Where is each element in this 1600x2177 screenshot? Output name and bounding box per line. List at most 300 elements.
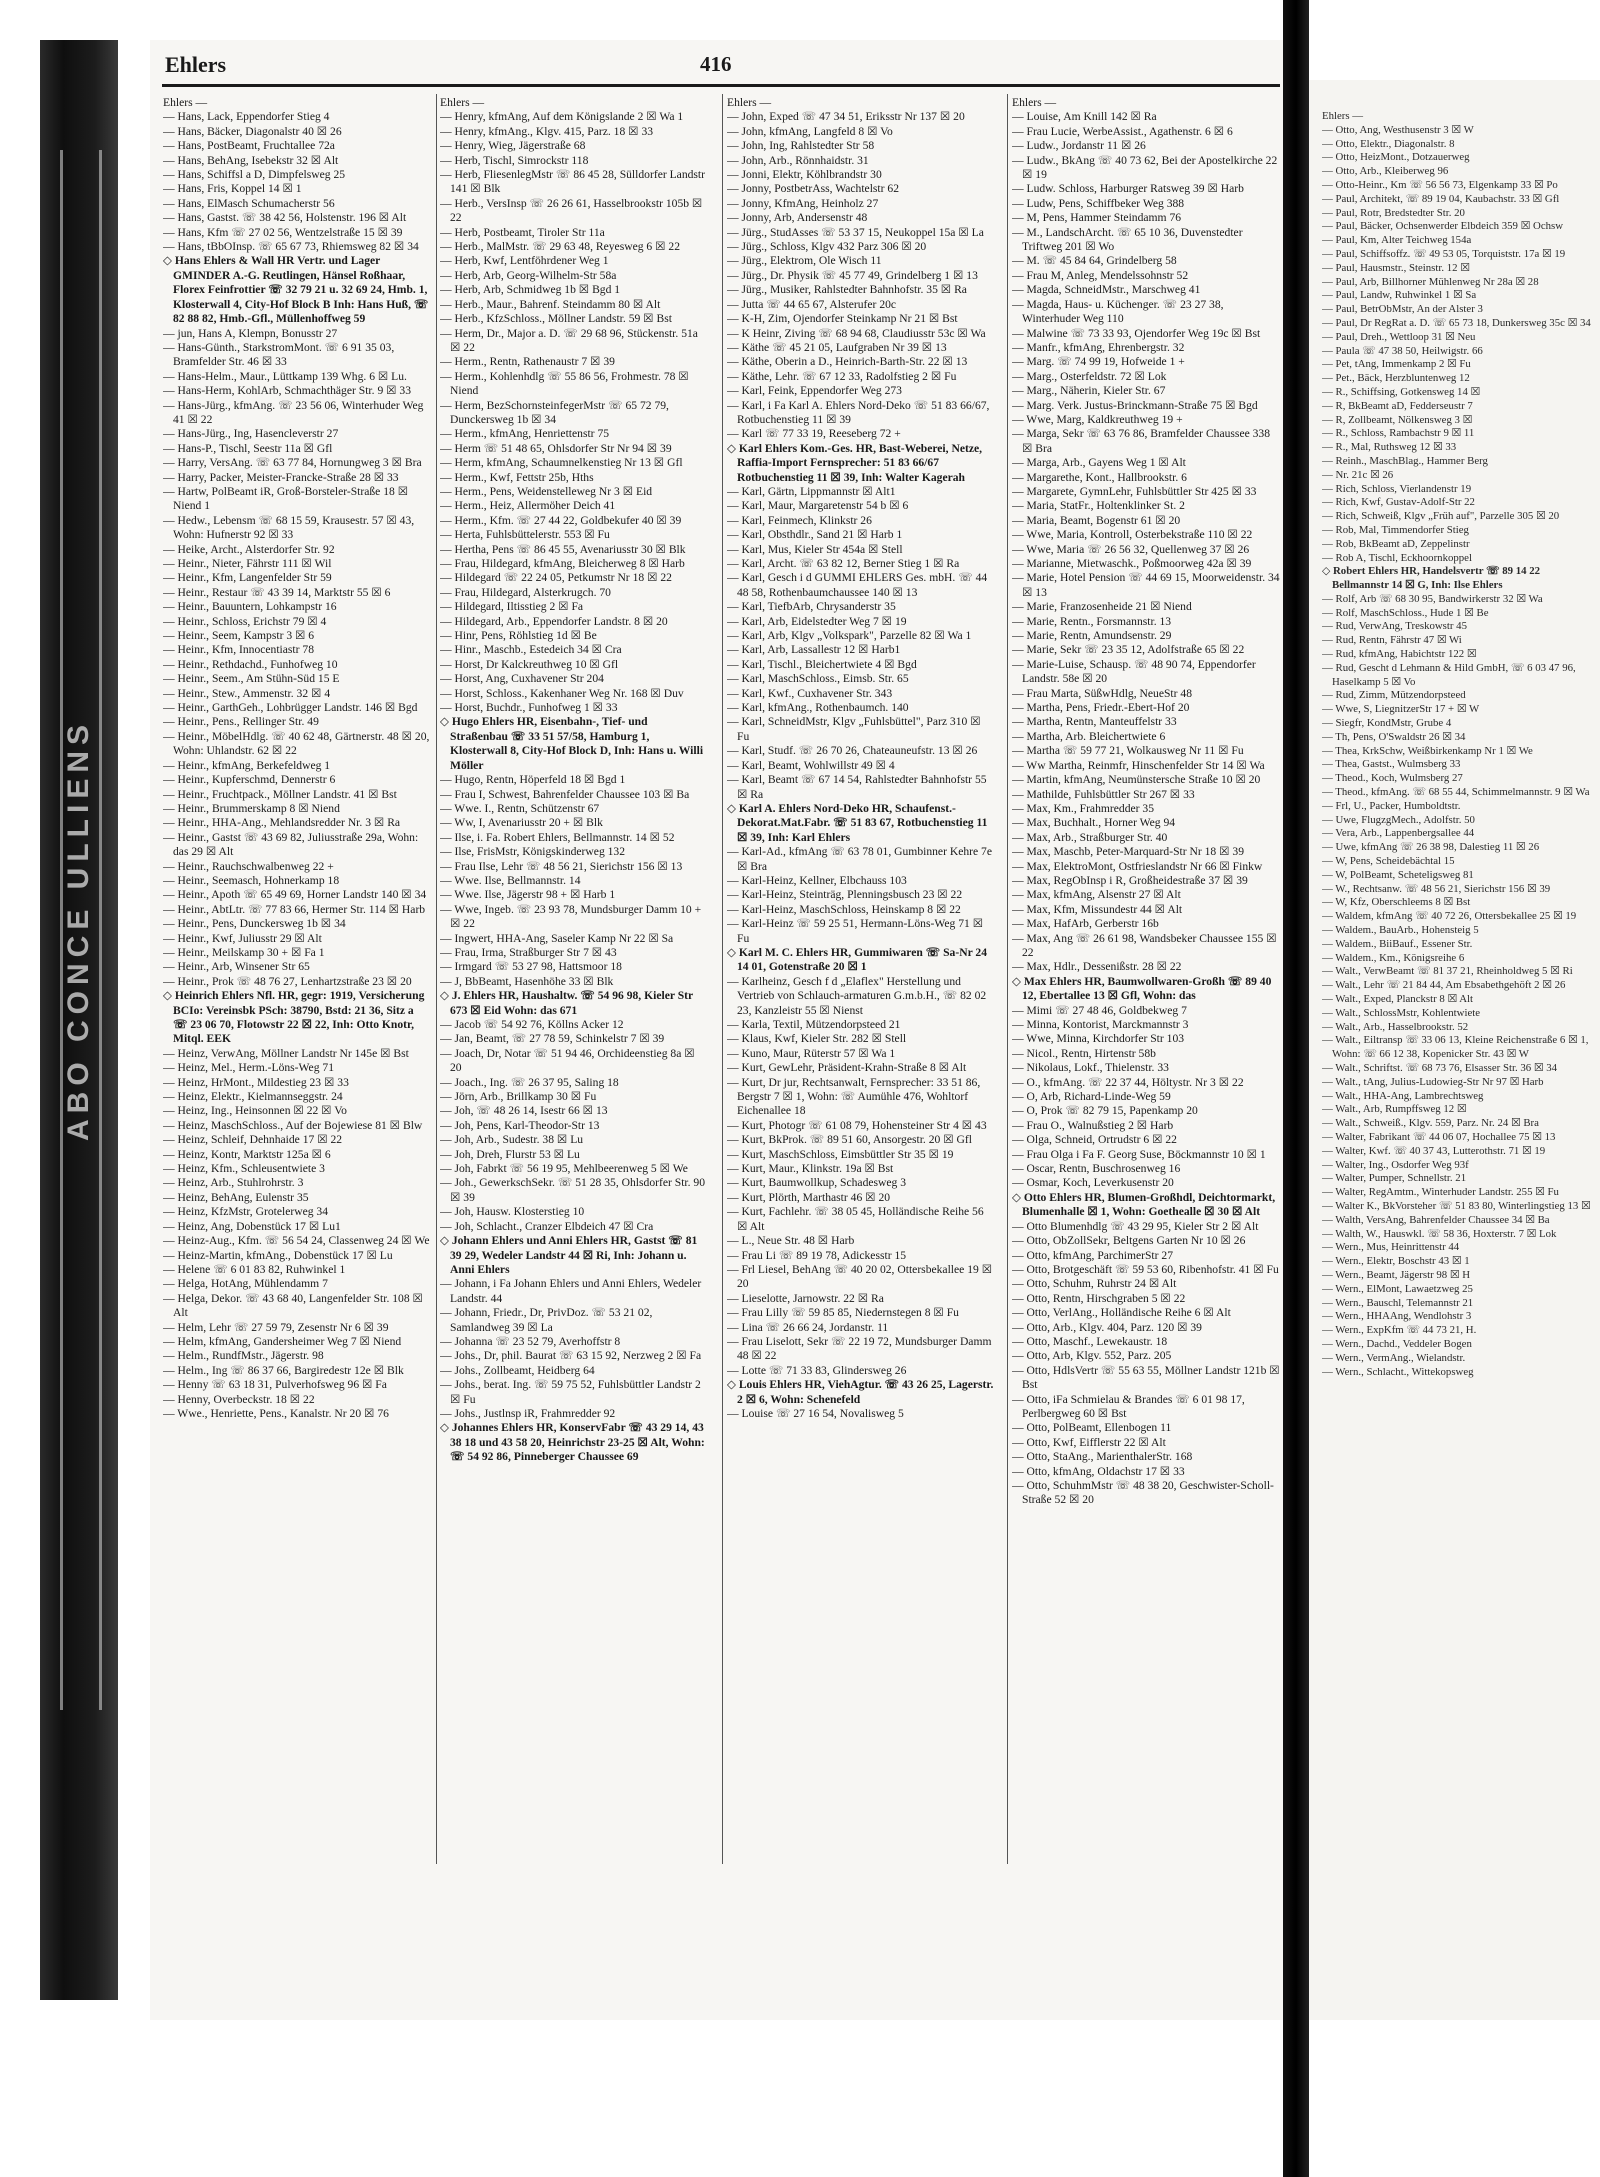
directory-entry: — Minna, Kontorist, Marckmannstr 3	[1012, 1018, 1189, 1031]
directory-entry: — Karl, Studf. ☏ 26 70 26, Chateauneufstr. 13 ☒ 26	[727, 744, 978, 758]
directory-entry: — Magda, Haus- u. Küchenger. ☏ 23 27 38, Winterhuder Weg 110	[1012, 297, 1224, 326]
directory-entry: — Otto, Arb., Kleiberweg 96	[1322, 165, 1449, 178]
directory-entry: — Rich, Kwf, Gustav-Adolf-Str 22	[1322, 496, 1475, 509]
directory-entry: — Heinr., Brummerskamp 8 ☒ Niend	[163, 801, 340, 815]
directory-entry: — Ingwert, HHA-Ang, Saseler Kamp Nr 22 ☒ Sa	[440, 931, 674, 945]
directory-entry: — Karl, Archt. ☏ 63 82 12, Berner Stieg 1 ☒ Ra	[727, 557, 960, 570]
directory-entry: — Paul, Landw, Ruhwinkel 1 ☒ Sa	[1322, 289, 1477, 302]
directory-entry: — Heinr., Pens., Rellinger Str. 49	[163, 715, 319, 729]
directory-entry: — Oscar, Rentn, Buschrosenweg 16	[1012, 1162, 1181, 1176]
directory-entry: — Hinr, Pens, Röhlstieg 1d ☒ Be	[440, 629, 597, 643]
directory-entry: — Herm, kfmAng, Schaumnelkenstieg Nr 13 ☒ Gfl	[440, 456, 683, 470]
directory-entry: — Helm, Lehr ☏ 27 59 79, Zesenstr Nr 6 ☒ 39	[163, 1320, 389, 1334]
directory-entry: — Henny ☏ 63 18 31, Pulverhofsweg 96 ☒ Fa	[163, 1378, 387, 1392]
directory-entry: — Karl-Heinz ☏ 59 25 51, Hermann-Löns-Weg 71 ☒ Fu	[727, 917, 984, 945]
directory-entry: — Ww, I, Avenariusstr 20 + ☒ Blk	[440, 816, 603, 830]
directory-entry: — Max, Km., Frahmredder 35	[1012, 801, 1154, 815]
directory-entry: — Frau Li ☏ 89 19 78, Adickesstr 15	[727, 1248, 907, 1262]
directory-entry: — Karl, Tischl., Bleichertwiete 4 ☒ Bgd	[727, 657, 917, 671]
page-header	[165, 52, 1280, 86]
directory-entry: — Wwe. Ilse, Jägerstr 98 + ☒ Harb 1	[440, 888, 616, 902]
directory-entry: — Th, Pens, O'Swaldstr 26 ☒ 34	[1322, 730, 1466, 743]
directory-entry: — Jonny, KfmAng, Heinholz 27	[727, 196, 879, 210]
directory-entry: — Otto, kfmAng, Oldachstr 17 ☒ 33	[1012, 1464, 1185, 1478]
column-heading: Ehlers —	[163, 96, 208, 109]
directory-entry: — Heinr., Fruchtpack., Möllner Landstr. 41 ☒ Bst	[163, 787, 397, 801]
directory-entry: — Hertha, Pens ☏ 86 45 55, Avenariusstr 30 ☒ Blk	[440, 542, 686, 556]
directory-entry: — Wwe., Henriette, Pens., Kanalstr. Nr 20 ☒ 76	[163, 1406, 389, 1420]
directory-entry: — Max, Ang ☏ 26 61 98, Wandsbeker Chaussee 155 ☒ 22	[1012, 931, 1277, 959]
directory-entry: — Heinr., Bauuntern, Lohkampstr 16	[163, 600, 337, 614]
directory-entry: — Theod., kfmAng. ☏ 68 55 44, Schimmelmannstr. 9 ☒ Wa	[1322, 786, 1590, 799]
directory-entry: — Heinr., Prok ☏ 48 76 27, Lenhartzstraße 23 ☒ 20	[163, 974, 412, 988]
directory-entry: — Johann, Friedr., Dr, PrivDoz. ☏ 53 21 02, Samlandweg 39 ☒ La	[440, 1306, 653, 1334]
directory-entry: — Louise, Am Knill 142 ☒ Ra	[1012, 110, 1157, 124]
directory-entry: — W, Pens, Scheidebächtal 15	[1322, 855, 1455, 868]
directory-entry: — Jürg., StudAsses ☏ 53 37 15, Neukoppel 15a ☒ La	[727, 225, 984, 239]
directory-entry: — Heinz, MaschSchloss., Auf der Bojewiese 81 ☒ Blw	[163, 1118, 423, 1132]
directory-entry: — Horst, Dr Kalckreuthweg 10 ☒ Gfl	[440, 657, 619, 671]
directory-entry: — Heinr., Kwf, Juliusstr 29 ☒ Alt	[163, 931, 322, 945]
directory-entry: — Wwe, Ingeb. ☏ 23 93 78, Mundsburger Damm 10 + ☒ 22	[440, 902, 702, 931]
directory-entry: — Karl, SchneidMstr, Klgv „Fuhlsbüttel", Parz 310 ☒ Fu	[727, 715, 981, 743]
directory-entry: — R., Schiffsing, Gotkensweg 14 ☒	[1322, 385, 1481, 398]
directory-entry: — Rob, BkBeamt aD, Zeppelinstr	[1322, 537, 1470, 550]
directory-entry: — Helm., RundfMstr., Jägerstr. 98	[163, 1349, 324, 1363]
directory-entry: — Hildegard, Arb., Eppendorfer Landstr. 8 ☒ 20	[440, 614, 668, 628]
listing-column-4	[1012, 96, 1280, 1856]
directory-entry: — Heinr., GarthGeh., Lohbrügger Landstr. 146 ☒ Bgd	[163, 701, 418, 715]
directory-entry: — R, Zollbeamt, Nölkensweg 3 ☒	[1322, 413, 1473, 426]
directory-entry: — Joh, Pens, Karl-Theodor-Str 13	[440, 1118, 600, 1132]
directory-entry: — Frau O., Walnußstieg 2 ☒ Harb	[1012, 1118, 1174, 1132]
directory-entry: — Heinz, HrMont., Mildestieg 23 ☒ 33	[163, 1075, 349, 1089]
directory-entry: — Rich, Schweiß, Klgv „Früh auf", Parzelle 305 ☒ 20	[1322, 510, 1560, 523]
directory-entry: — Heinr., Seemasch, Hohnerkamp 18	[163, 873, 340, 887]
directory-entry: — Marg. Verk. Justus-Brinckmann-Straße 75 ☒ Bgd	[1012, 398, 1258, 412]
directory-entry: — Herm., Kohlenhdlg ☏ 55 86 56, Frohmestr. 78 ☒ Niend	[440, 369, 689, 398]
directory-entry: — Hans, ElMasch Schumacherstr 56	[163, 196, 335, 210]
directory-entry: — Hans, PostBeamt, Fruchtallee 72a	[163, 139, 335, 153]
directory-entry: — Lotte ☏ 71 33 83, Glindersweg 26	[727, 1363, 907, 1377]
directory-entry: — Heinz-Aug., Kfm. ☏ 56 54 24, Classenweg 24 ☒ We	[163, 1234, 430, 1248]
directory-entry: — Kurt, Baumwollkup, Schadesweg 3	[727, 1176, 907, 1190]
directory-entry: — Uwe, FlugzgMech., Adolfstr. 50	[1322, 813, 1475, 826]
directory-entry: — Paul, Schiffsoffz. ☏ 49 53 05, Torquiststr. 17a ☒ 19	[1322, 247, 1566, 260]
directory-entry: — Walt., Arb., Hasselbrookstr. 52	[1322, 1020, 1469, 1033]
directory-entry: — Marie, Franzosenheide 21 ☒ Niend	[1012, 600, 1192, 614]
directory-entry: — Hildegard, Iltisstieg 2 ☒ Fa	[440, 600, 584, 614]
directory-entry: — Wern., Elektr, Boschstr 43 ☒ 1	[1322, 1255, 1470, 1268]
directory-entry: — Henry, kfmAng., Klgv. 415, Parz. 18 ☒ 33	[440, 124, 654, 138]
directory-entry: — Karl, MaschSchloss., Eimsb. Str. 65	[727, 672, 909, 686]
directory-entry: — Käthe, Oberin a D., Heinrich-Barth-Str. 22 ☒ 13	[727, 355, 968, 369]
directory-entry: — Max, HafArb, Gerberstr 16b	[1012, 917, 1159, 931]
directory-entry: — Harry, Packer, Meister-Francke-Straße 28 ☒ 33	[163, 470, 399, 484]
directory-entry: ◇ Louis Ehlers HR, ViehAgtur. ☏ 43 26 25, Lagerstr. 2 ☒ 6, Wohn: Schenefeld	[727, 1378, 994, 1406]
directory-entry: — Joh, ☏ 48 26 14, Isestr 66 ☒ 13	[440, 1104, 608, 1118]
directory-entry: — Frau I, Schwest, Bahrenfelder Chaussee 103 ☒ Ba	[440, 787, 690, 801]
directory-entry: — Jutta ☏ 44 65 67, Alsterufer 20c	[727, 297, 897, 311]
directory-entry: — M., LandschArcht. ☏ 65 10 36, Duvenstedter Triftweg 201 ☒ Wo	[1012, 225, 1243, 254]
directory-entry: — O, Prok ☏ 82 79 15, Papenkamp 20	[1012, 1104, 1198, 1118]
directory-entry: — Hans-Jürg., kfmAng. ☏ 23 56 06, Winterhuder Weg 41 ☒ 22	[163, 398, 424, 426]
directory-entry: — Wwe, S, LiegnitzerStr 17 + ☒ W	[1322, 703, 1480, 716]
directory-entry: — Herb., KfzSchloss., Möllner Landstr. 59 ☒ Bst	[440, 312, 672, 326]
directory-entry: — Theod., Koch, Wulmsberg 27	[1322, 772, 1463, 785]
directory-entry: — K-H, Zim, Ojendorfer Steinkamp Nr 21 ☒ Bst	[727, 312, 958, 326]
directory-entry: — Walter, RegAmtm., Winterhuder Landstr. 255 ☒ Fu	[1322, 1186, 1559, 1199]
directory-entry: — Martha, Pens, Friedr.-Ebert-Hof 20	[1012, 701, 1190, 715]
directory-entry: — Heinz, KfzMstr, Grotelerweg 34	[163, 1205, 329, 1219]
directory-entry: — Karl, Arb, Klgv „Volkspark", Parzelle 82 ☒ Wa 1	[727, 629, 972, 643]
directory-entry: — Walt., SchlossMstr, Kohlentwiete	[1322, 1006, 1481, 1019]
directory-entry: — Karl, i Fa Karl A. Ehlers Nord-Deko ☏ 51 83 66/67, Rotbuchenstieg 11 ☒ 39	[727, 398, 990, 426]
directory-entry: — W, Kfz, Oberschleems 8 ☒ Bst	[1322, 896, 1471, 909]
directory-entry: — Herta, Fuhlsbüttelerstr. 553 ☒ Fu	[440, 528, 610, 542]
directory-entry: — Heinz-Martin, kfmAng., Dobenstück 17 ☒ Lu	[163, 1248, 393, 1262]
page-number: 416	[700, 52, 732, 76]
directory-entry: — Wwe, Marg, Kaldkreuthweg 19 +	[1012, 412, 1183, 426]
column-divider	[1007, 94, 1008, 1864]
directory-entry: — Walt., HHA-Ang, Lambrechtsweg	[1322, 1089, 1484, 1102]
directory-entry: — Jacob ☏ 54 92 76, Köllns Acker 12	[440, 1018, 624, 1031]
directory-entry: — Marie, Rentn., Forsmannstr. 13	[1012, 614, 1172, 628]
directory-entry: — Herb., Maur., Bahrenf. Steindamm 80 ☒ Alt	[440, 297, 661, 311]
directory-entry: ◇ Karl Ehlers Kom.-Ges. HR, Bast-Weberei, Netze, Raffia-Import Fernsprecher: 51 83 66/67 Rotbuchenstieg 11 ☒ 39, Inh: Walter Kagerah	[727, 441, 983, 484]
directory-entry: — Waldem., BiiBauf., Essener Str.	[1322, 937, 1473, 950]
column-heading: Ehlers —	[1322, 110, 1364, 122]
directory-entry: — R, BkBeamt aD, Fedderseustr 7	[1322, 399, 1473, 412]
directory-entry: — Wwe, Maria ☏ 26 56 32, Quellenweg 37 ☒ 26	[1012, 542, 1250, 556]
directory-entry: — Siegfr, KondMstr, Grube 4	[1322, 717, 1452, 730]
directory-entry: — J, BbBeamt, Hasenhöhe 33 ☒ Blk	[440, 974, 614, 988]
column-heading: Ehlers —	[440, 96, 485, 109]
running-head: Ehlers	[165, 52, 227, 77]
directory-entry: — Kurt, Fachlehr. ☏ 38 05 45, Holländische Reihe 56 ☒ Alt	[727, 1205, 984, 1233]
directory-entry: — Hans, BehAng, Isebekstr 32 ☒ Alt	[163, 153, 339, 167]
directory-entry: — Louise ☏ 27 16 54, Novalisweg 5	[727, 1406, 904, 1420]
directory-entry: — Paul, BetrObMstr, An der Alster 3	[1322, 303, 1483, 316]
directory-entry: — Hans-P., Tischl, Seestr 11a ☒ Gfl	[163, 441, 333, 455]
directory-entry: — Nicol., Rentn, Hirtenstr 58b	[1012, 1046, 1156, 1060]
directory-entry: — Helm., Ing ☏ 86 37 66, Bargiredestr 12e ☒ Blk	[163, 1363, 404, 1377]
directory-entry: — Hinr., Maschb., Estedeich 34 ☒ Cra	[440, 643, 622, 657]
directory-entry: — Heinr., Arb, Winsener Str 65	[163, 960, 310, 974]
directory-entry: — Joh., GewerkschSekr. ☏ 51 28 35, Ohlsdorfer Str. 90 ☒ 39	[440, 1176, 706, 1204]
directory-entry: — Paul, Dreh., Wettloop 31 ☒ Neu	[1322, 330, 1476, 343]
directory-entry: ◇ J. Ehlers HR, Haushaltw. ☏ 54 96 98, Kieler Str 673 ☒ Eid Wohn: das 671	[440, 989, 693, 1017]
directory-entry: — Wern., Dachd., Veddeler Bogen	[1322, 1337, 1472, 1350]
directory-entry: — Heinr., AbtLtr. ☏ 77 83 66, Hermer Str. 114 ☒ Harb	[163, 902, 426, 916]
directory-entry: — Herb, Postbeamt, Tiroler Str 11a	[440, 225, 605, 239]
directory-entry: — Osmar, Koch, Leverkusenstr 20	[1012, 1176, 1174, 1190]
directory-entry: — Herm., Rentn, Rathenaustr 7 ☒ 39	[440, 355, 615, 369]
directory-entry: — Joh, Dreh, Flurstr 53 ☒ Lu	[440, 1147, 580, 1161]
directory-entry: — Jürg., Dr. Physik ☏ 45 77 49, Grindelberg 1 ☒ 13	[727, 268, 978, 282]
directory-entry: — Karl, Feink, Eppendorfer Weg 273	[727, 384, 902, 398]
directory-entry: — Karl, Obsthdlr., Sand 21 ☒ Harb 1	[727, 528, 903, 542]
directory-entry: — Heinr., Pens, Dunckersweg 1b ☒ 34	[163, 917, 346, 931]
directory-entry: — Herb., VersInsp ☏ 26 26 61, Hasselbrookstr 105b ☒ 22	[440, 196, 703, 225]
directory-entry: — Heinz, Ing., Heinsonnen ☒ 22 ☒ Vo	[163, 1104, 347, 1118]
directory-entry: ◇ Robert Ehlers HR, Handelsvertr ☏ 89 14 22 Bellmannstr 14 ☒ G, Inh: Ilse Ehlers	[1322, 565, 1541, 592]
directory-entry: — Herb, Arb, Georg-Wilhelm-Str 58a	[440, 268, 617, 282]
directory-entry: — Wwe. I., Rentn, Schützenstr 67	[440, 801, 600, 815]
directory-entry: — Max, Arb., Straßburger Str. 40	[1012, 830, 1168, 844]
directory-entry: — Karl, Kwf., Cuxhavener Str. 343	[727, 686, 893, 700]
directory-entry: — R., Mal, Ruthsweg 12 ☒ 33	[1322, 441, 1457, 454]
directory-entry: — Helm, kfmAng, Gandersheimer Weg 7 ☒ Niend	[163, 1334, 402, 1348]
directory-entry: — Margarete, GymnLehr, Fuhlsbüttler Str 425 ☒ 33	[1012, 484, 1257, 498]
directory-entry: — Heinr., Seem, Kampstr 3 ☒ 6	[163, 629, 315, 643]
spine-text: ABO CONCE ULLIENS	[62, 719, 95, 1142]
directory-entry: — Marg. ☏ 74 99 19, Hofweide 1 +	[1012, 355, 1185, 369]
directory-entry: — Heinr., Meilskamp 30 + ☒ Fa 1	[163, 945, 325, 959]
directory-entry: — Hans, Bäcker, Diagonalstr 40 ☒ 26	[163, 124, 342, 138]
directory-entry: — Pet., Bäck, Herzbluntenweg 12	[1322, 372, 1470, 385]
directory-entry: — Frau, Irma, Straßburger Str 7 ☒ 43	[440, 945, 617, 959]
directory-entry: — Walt., Eiltransp ☏ 33 06 13, Kleine Reichenstraße 6 ☒ 1, Wohn: ☏ 66 12 38, Kopenicker Str. 43 ☒ W	[1322, 1034, 1589, 1061]
directory-entry: — Frl, U., Packer, Humboldtstr.	[1322, 799, 1461, 812]
directory-entry: — Otto, ObZollSekr, Beltgens Garten Nr 10 ☒ 26	[1012, 1234, 1246, 1248]
directory-entry: — W, PolBeamt, Scheteligsweg 81	[1322, 868, 1474, 881]
directory-entry: — Vera, Arb., Lappenbergsallee 44	[1322, 827, 1475, 840]
directory-entry: — Frau Olga i Fa F. Georg Suse, Böckmannstr 10 ☒ 1	[1012, 1147, 1266, 1161]
directory-entry: — Wern., Schlacht., Wittekopsweg	[1322, 1365, 1474, 1378]
directory-entry: — Marie, Hotel Pension ☏ 44 69 15, Moorweidenstr. 34 ☒ 13	[1012, 571, 1280, 599]
directory-entry: — Karl, kfmAng., Rothenbaumch. 140	[727, 701, 909, 715]
listing-column-1	[163, 96, 431, 1856]
directory-entry: — K Heinr, Ziving ☏ 68 94 68, Claudiusstr 53c ☒ Wa	[727, 326, 986, 340]
directory-entry: — Jürg., Elektrom, Ole Wisch 11	[727, 254, 882, 268]
directory-entry: — Wwe, Maria, Kontroll, Osterbekstraße 110 ☒ 22	[1012, 528, 1253, 542]
directory-entry: — Walter, Pumper, Schnellstr. 21	[1322, 1172, 1467, 1185]
directory-entry: — Thea, Gastst., Wulmsberg 33	[1322, 758, 1461, 771]
directory-entry: — Walth, VersAng, Bahrenfelder Chaussee 34 ☒ Ba	[1322, 1213, 1550, 1226]
directory-entry: — Henry, kfmAng, Auf dem Königslande 2 ☒ Wa 1	[440, 110, 684, 124]
directory-entry: — Lieselotte, Jarnowstr. 22 ☒ Ra	[727, 1291, 884, 1305]
directory-entry: — Heinr., Restaur ☏ 43 39 14, Marktstr 55 ☒ 6	[163, 585, 391, 599]
directory-entry: — Otto, Arb., Klgv. 404, Parz. 120 ☒ 39	[1012, 1320, 1202, 1334]
directory-entry: — M. ☏ 45 84 64, Grindelberg 58	[1012, 254, 1177, 268]
directory-entry: — Rich, Schloss, Vierlandenstr 19	[1322, 482, 1472, 495]
directory-entry: — Helga, Dekor. ☏ 43 68 40, Langenfelder Str. 108 ☒ Alt	[163, 1291, 423, 1320]
directory-entry: — Hans-Herm, KohlArb, Schmachthäger Str. 9 ☒ 33	[163, 384, 412, 398]
directory-entry: — Martin, kfmAng, Neumünstersche Straße 10 ☒ 20	[1012, 773, 1261, 787]
directory-entry: — Hans, Lack, Eppendorfer Stieg 4	[163, 110, 330, 124]
directory-entry: — Heinr., Rethdachd., Funhofweg 10	[163, 657, 338, 671]
directory-entry: — Henry, Wieg, Jägerstraße 68	[440, 139, 586, 153]
directory-entry: — Jan, Beamt, ☏ 27 78 59, Schinkelstr 7 ☒ 39	[440, 1032, 665, 1046]
directory-entry: — Marg., Näherin, Kieler Str. 67	[1012, 384, 1166, 398]
directory-entry: — Max, Maschb, Peter-Marquard-Str Nr 18 ☒ 39	[1012, 845, 1245, 859]
directory-entry: — Heinz, Kontr, Marktstr 125a ☒ 6	[163, 1147, 331, 1161]
directory-entry: — Herb, Arb, Schmidweg 1b ☒ Bgd 1	[440, 283, 621, 297]
directory-entry: — Heinz, VerwAng, Möllner Landstr Nr 145e ☒ Bst	[163, 1046, 409, 1060]
directory-entry: — Maria, StatFr., Holtenklinker St. 2	[1012, 499, 1185, 513]
directory-entry: — Joh, Hausw. Klosterstieg 10	[440, 1205, 585, 1219]
directory-entry: — Käthe ☏ 45 21 05, Laufgraben Nr 39 ☒ 13	[727, 340, 947, 354]
directory-entry: — Nikolaus, Lokf., Thielenstr. 33	[1012, 1061, 1169, 1075]
directory-entry: — Karl, Gesch i d GUMMI EHLERS Ges. mbH. ☏ 44 48 58, Rothenbaumchaussee 140 ☒ 13	[727, 571, 988, 599]
directory-entry: — Frau, Hildegard, Alsterkrugch. 70	[440, 585, 611, 599]
column-divider	[722, 94, 723, 1864]
directory-entry: — Rud, Gescht d Lehmann & Hild GmbH, ☏ 6 03 47 96, Haselkamp 5 ☒ Vo	[1322, 661, 1576, 688]
directory-entry: — Walt., tAng, Julius-Ludowieg-Str Nr 97 ☒ Harb	[1322, 1075, 1544, 1088]
directory-entry: — Jürg., Schloss, Klgv 432 Parz 306 ☒ 20	[727, 240, 927, 254]
directory-entry: — Otto, SchuhmMstr ☏ 48 38 20, Geschwister-Scholl-Straße 52 ☒ 20	[1012, 1479, 1274, 1507]
directory-entry: — Marga, Arb., Gayens Weg 1 ☒ Alt	[1012, 456, 1186, 470]
directory-entry: — Rud, VerwAng, Treskowstr 45	[1322, 620, 1467, 633]
directory-entry: — Marie-Luise, Schausp. ☏ 48 90 74, Eppendorfer Landstr. 58e ☒ 20	[1012, 657, 1256, 686]
directory-entry: — Heinr., HHA-Ang., Mehlandsredder Nr. 3 ☒ Ra	[163, 816, 401, 830]
directory-entry: — Waldem., BauArb., Hohensteig 5	[1322, 924, 1479, 937]
directory-entry: — Otto, Schuhm, Ruhrstr 24 ☒ Alt	[1012, 1277, 1177, 1291]
directory-entry: — Rob, Mal, Timmendorfer Stieg	[1322, 523, 1469, 536]
directory-entry: — Walter, Ing., Osdorfer Weg 93f	[1322, 1158, 1469, 1171]
directory-entry: — Wern., VermAng., Wielandstr.	[1322, 1351, 1466, 1364]
directory-entry: — Wern., ExpKfm ☏ 44 73 21, H.	[1322, 1324, 1477, 1337]
directory-entry: ◇ Karl M. C. Ehlers HR, Gummiwaren ☏ Sa-Nr 24 14 01, Gotenstraße 20 ☒ 1	[727, 945, 987, 974]
directory-entry: — Max, kfmAng, Alsenstr 27 ☒ Alt	[1012, 888, 1181, 902]
directory-entry: — Jonny, Arb, Andersenstr 48	[727, 211, 868, 225]
directory-entry: — Jörn, Arb., Brillkamp 30 ☒ Fu	[440, 1090, 597, 1104]
directory-entry: — Frau Lilly ☏ 59 85 85, Niedernstegen 8 ☒ Fu	[727, 1306, 959, 1320]
directory-entry: — Jonny, PostbetrAss, Wachtelstr 62	[727, 182, 899, 196]
directory-entry: — Marianne, Mietwaschk., Poßmoorweg 42a ☒ 39	[1012, 557, 1252, 570]
directory-entry: — Joh, Schlacht., Cranzer Elbdeich 47 ☒ Cra	[440, 1219, 654, 1233]
directory-entry: — Hans, tBbOInsp. ☏ 65 67 73, Rhiemsweg 82 ☒ 34	[163, 240, 419, 254]
directory-entry: — Marie, Rentn, Amundsenstr. 29	[1012, 629, 1172, 643]
directory-entry: — Horst, Ang, Cuxhavener Str 204	[440, 672, 604, 686]
directory-entry: ◇ Max Ehlers HR, Baumwollwaren-Großh ☏ 89 40 12, Ebertallee 13 ☒ Gfl, Wohn: das	[1012, 974, 1272, 1003]
directory-entry: — Heinr., Rauchschwalbenweg 22 +	[163, 859, 334, 873]
directory-entry: — R., Schloss, Rambachstr 9 ☒ 11	[1322, 427, 1475, 440]
directory-entry: — Otto, Rentn, Hirschgraben 5 ☒ 22	[1012, 1291, 1186, 1305]
directory-entry: — Kurt, Photogr ☏ 61 08 79, Hohensteiner Str 4 ☒ 43	[727, 1118, 987, 1132]
directory-entry: — Otto, HeizMont., Dotzauerweg	[1322, 151, 1470, 164]
directory-entry: — Heinr., Kfm, Langenfelder Str 59	[163, 571, 332, 585]
directory-entry: — Karl, Feinmech, Klinkstr 26	[727, 513, 872, 527]
directory-entry: — Ludw. Schloss, Harburger Ratsweg 39 ☒ Harb	[1012, 182, 1244, 196]
directory-entry: — Otto, Arb, Klgv. 552, Parz. 205	[1012, 1349, 1172, 1363]
directory-entry: — Wern., Bauschl, Telemannstr 21	[1322, 1296, 1474, 1309]
directory-entry: — Heinr., Schloss, Erichstr 79 ☒ 4	[163, 614, 327, 628]
listing-column-3	[727, 96, 995, 1856]
directory-entry: — Karlheinz, Gesch f d „Elaflex" Herstellung und Vertrieb von Schlauch-armaturen G.m.b.H., ☏ 82 02 23, Kanzleistr 55 ☒ Nienst	[727, 974, 987, 1017]
directory-entry: — Martha ☏ 59 77 21, Wolkausweg Nr 11 ☒ Fu	[1012, 744, 1244, 758]
directory-entry: — Hartw, PolBeamt iR, Groß-Borsteler-Straße 18 ☒ Niend 1	[163, 484, 409, 513]
directory-entry: — Paul, Arb, Billhorner Mühlenweg Nr 28a ☒ 28	[1322, 275, 1539, 288]
directory-entry: — Kurt, Dr jur, Rechtsanwalt, Fernsprecher: 33 51 86, Bergstr 7 ☒ 1, Wohn: ☏ Aumühle 476, Wohltorf Eichenallee 18	[727, 1075, 981, 1118]
directory-entry: — Paul, Architekt, ☏ 89 19 04, Kaubachstr. 33 ☒ Gfl	[1322, 192, 1560, 205]
directory-entry: — John, kfmAng, Langfeld 8 ☒ Vo	[727, 124, 893, 138]
directory-entry: — Karl, Arb, Lassallestr 12 ☒ Harb1	[727, 643, 901, 657]
directory-entry: — Uwe, kfmAng ☏ 26 38 98, Dalestieg 11 ☒ 26	[1322, 841, 1540, 854]
directory-entry: — M, Pens, Hammer Steindamm 76	[1012, 211, 1182, 225]
directory-entry: — Paul, Km, Alter Teichweg 154a	[1322, 234, 1472, 247]
directory-entry: — Karl-Ad., kfmAng ☏ 63 78 01, Gumbinner Kehre 7e ☒ Bra	[727, 845, 992, 873]
directory-entry: — Otto, PolBeamt, Ellenbogen 11	[1012, 1421, 1172, 1435]
directory-entry: — Herb, Kwf, Lentföhrdener Weg 1	[440, 254, 609, 268]
directory-entry: — Herm., kfmAng, Henriettenstr 75	[440, 427, 610, 441]
directory-entry: — Hans, Schiffsl a D, Dimpfelsweg 25	[163, 168, 346, 182]
directory-entry: — Otto, iFa Schmielau & Brandes ☏ 6 01 98 17, Perlbergweg 60 ☒ Bst	[1012, 1392, 1245, 1420]
directory-entry: — Pet, tAng, Immenkamp 2 ☒ Fu	[1322, 358, 1471, 371]
directory-entry: — Max, Hdlr., Dessenißstr. 28 ☒ 22	[1012, 960, 1182, 974]
directory-entry: — Martha, Arb. Bleichertwiete 6	[1012, 729, 1166, 743]
directory-entry: — Hans, Kfm ☏ 27 02 56, Wentzelstraße 15 ☒ 39	[163, 225, 403, 239]
directory-entry: — Walt., Arb, Rumpffsweg 12 ☒	[1322, 1103, 1467, 1116]
directory-entry: — Helene ☏ 6 01 83 82, Ruhwinkel 1	[163, 1262, 346, 1276]
directory-entry: ◇ Heinrich Ehlers Nfl. HR, gegr: 1919, Versicherung BCIo: Vereinsbk PSch: 38790, Bstd: 21 36, Sitz a ☏ 23 06 70, Flotowstr 22 ☒ 22, Inh: Otto Knotr, Mitql. EEK	[163, 989, 425, 1046]
directory-entry: — Mimi ☏ 27 48 46, Goldbekweg 7	[1012, 1003, 1187, 1017]
directory-entry: — Walth, W., Hauswkl. ☏ 58 36, Hoxterstr. 7 ☒ Lok	[1322, 1227, 1557, 1240]
directory-entry: — Ludw., Jordanstr 11 ☒ 26	[1012, 139, 1146, 153]
directory-entry: — Ludw, Pens, Schiffbeker Weg 388	[1012, 196, 1185, 210]
directory-entry: — Joach, Dr, Notar ☏ 51 94 46, Orchideenstieg 8a ☒ 20	[440, 1046, 695, 1075]
directory-entry: — Joh, Fabrkt ☏ 56 19 95, Mehlbeerenweg 5 ☒ We	[440, 1162, 688, 1176]
directory-entry: — Horst, Schloss., Kakenhaner Weg Nr. 168 ☒ Duv	[440, 686, 684, 700]
directory-entry: — Otto, kfmAng, ParchimerStr 27	[1012, 1248, 1174, 1262]
directory-entry: — Ww Martha, Reinmfr, Hinschenfelder Str 14 ☒ Wa	[1012, 758, 1265, 772]
directory-entry: — Karl, Beamt ☏ 67 14 54, Rahlstedter Bahnhofstr 55 ☒ Ra	[727, 773, 987, 801]
directory-entry: — Helga, HotAng, Mühlendamm 7	[163, 1277, 328, 1291]
directory-entry: — O., kfmAng. ☏ 22 37 44, Höltystr. Nr 3 ☒ 22	[1012, 1075, 1244, 1089]
directory-entry: — Henny, Overbeckstr. 18 ☒ 22	[163, 1392, 315, 1406]
directory-entry: — Waldem., Km., Königsreihe 6	[1322, 951, 1465, 964]
directory-entry: — Herm., Heiz, Allermöher Deich 41	[440, 499, 616, 513]
directory-entry: — Otto, VerlAng., Holländische Reihe 6 ☒ Alt	[1012, 1306, 1231, 1320]
directory-entry: — Johs., Justlnsp iR, Frahmredder 92	[440, 1406, 616, 1420]
directory-entry: — Johs., Dr, phil. Baurat ☏ 63 15 92, Nerzweg 2 ☒ Fa	[440, 1349, 702, 1363]
directory-entry: — Herb, Tischl, Simrockstr 118	[440, 153, 589, 167]
directory-entry: — L., Neue Str. 48 ☒ Harb	[727, 1234, 855, 1248]
directory-entry: — Olga, Schneid, Ortrudstr 6 ☒ 22	[1012, 1133, 1177, 1147]
directory-entry: — Heinr., Stew., Ammenstr. 32 ☒ 4	[163, 686, 331, 700]
directory-entry: — Paula ☏ 47 38 50, Heilwigstr. 66	[1322, 344, 1483, 357]
directory-entry: — Karl, Arb, Eidelstedter Weg 7 ☒ 19	[727, 614, 907, 628]
directory-entry: — Marie, Sekr ☏ 23 35 12, Adolfstraße 65 ☒ 22	[1012, 643, 1245, 657]
directory-entry: — Rolf, MaschSchloss., Hude 1 ☒ Be	[1322, 606, 1489, 619]
directory-entry: — Karl, Maur, Margaretenstr 54 b ☒ 6	[727, 499, 909, 513]
directory-entry: — Hans, Gastst. ☏ 38 42 56, Holstenstr. 196 ☒ Alt	[163, 211, 407, 225]
directory-entry: — Martha, Rentn, Manteuffelstr 33	[1012, 715, 1177, 729]
directory-entry: — Maria, Beamt, Bogenstr 61 ☒ 20	[1012, 513, 1181, 527]
directory-entry: — Heinr., Kfm, Innocentiastr 78	[163, 643, 315, 657]
directory-entry: — Mathilde, Fuhlsbüttler Str 267 ☒ 33	[1012, 787, 1195, 801]
directory-entry: — Kurt, Plörth, Marthastr 46 ☒ 20	[727, 1190, 891, 1204]
directory-entry: — Herb., MalMstr. ☏ 29 63 48, Reyesweg 6 ☒ 22	[440, 240, 680, 254]
directory-entry: — Max, RegObInsp i R, Großheidestraße 37 ☒ 39	[1012, 873, 1248, 887]
directory-entry: — Frau Ilse, Lehr ☏ 48 56 21, Sierichstr 156 ☒ 13	[440, 859, 683, 873]
directory-entry: — Walt., VerwBeamt ☏ 81 37 21, Rheinholdweg 5 ☒ Ri	[1322, 965, 1573, 978]
directory-entry: — Irmgard ☏ 53 27 98, Hattsmoor 18	[440, 960, 622, 974]
directory-entry: — Karl, TiefbArb, Chrysanderstr 35	[727, 600, 896, 614]
directory-entry: — Herb, FliesenlegMstr ☏ 86 45 28, Sülldorfer Landstr 141 ☒ Blk	[440, 168, 706, 196]
directory-entry: — Otto, StaAng., MarienthalerStr. 168	[1012, 1450, 1193, 1464]
directory-entry: — Walt., Lehr ☏ 21 84 44, Am Ebsabethgehöft 2 ☒ 26	[1322, 979, 1566, 992]
directory-entry: — Wern., Mus, Heinrittenstr 44	[1322, 1241, 1460, 1254]
directory-entry: — Herm, Dr., Major a. D. ☏ 29 68 96, Stückenstr. 51a ☒ 22	[440, 326, 698, 354]
directory-entry: — Harry, VersAng. ☏ 63 77 84, Hornungweg 3 ☒ Bra	[163, 456, 422, 470]
directory-entry: — Herm., Kfm. ☏ 27 44 22, Goldbekufer 40 ☒ 39	[440, 513, 682, 527]
directory-entry: — Heinz, Kfm., Schleusentwiete 3	[163, 1162, 325, 1176]
directory-entry: — Hans-Günth., StarkstromMont. ☏ 6 91 35 03, Bramfelder Str. 46 ☒ 33	[163, 340, 395, 369]
directory-entry: — Marga, Sekr ☏ 63 76 86, Bramfelder Chaussee 338 ☒ Bra	[1012, 427, 1271, 455]
directory-entry: — Frau, Hildegard, kfmAng, Bleicherweg 8 ☒ Harb	[440, 557, 685, 570]
